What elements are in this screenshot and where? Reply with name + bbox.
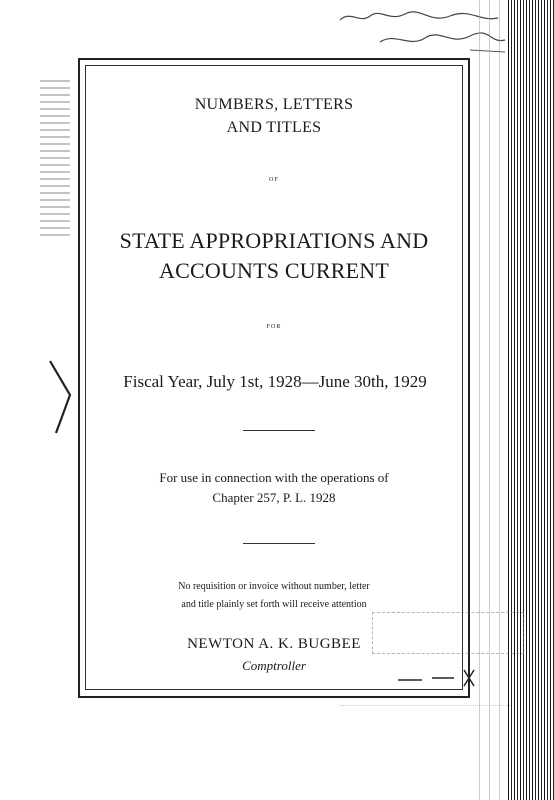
handwritten-marks <box>392 660 502 690</box>
usage-line-1: For use in connection with the operations of <box>159 470 389 485</box>
library-stamp <box>372 612 524 654</box>
signatory-name: NEWTON A. K. BUGBEE <box>187 636 361 652</box>
scan-artifact-edge <box>508 0 554 800</box>
scan-artifact-tick <box>48 355 76 435</box>
main-title-line-2: ACCOUNTS CURRENT <box>159 258 389 283</box>
divider-rule-1 <box>243 430 315 431</box>
notice-line-1: No requisition or invoice without number, letter <box>178 581 370 592</box>
main-title-line-1: STATE APPROPRIATIONS AND <box>119 228 429 253</box>
divider-rule-2 <box>243 543 315 544</box>
for-label: FOR <box>266 324 282 330</box>
heading-line-2: AND TITLES <box>226 119 322 136</box>
library-stamp-faint <box>340 705 510 751</box>
of-label: OF <box>269 177 279 183</box>
heading-line-1: NUMBERS, LETTERS <box>194 96 354 113</box>
signatory-title: Comptroller <box>242 658 306 673</box>
scan-artifact-left <box>40 80 70 240</box>
usage-line-2: Chapter 257, P. L. 1928 <box>212 490 336 505</box>
notice-line-2: and title plainly set forth will receive attention <box>181 599 367 610</box>
fiscal-year-line: Fiscal Year, July 1st, 1928—June 30th, 1929 <box>123 372 427 391</box>
